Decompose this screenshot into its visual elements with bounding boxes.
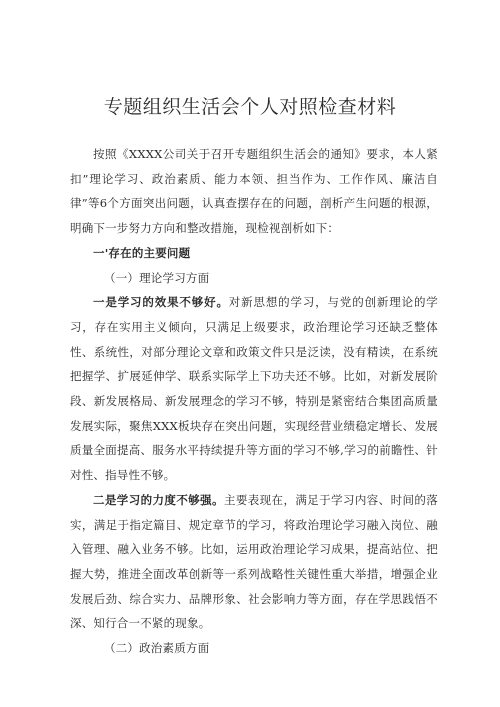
document-title: 专题组织生活会个人对照检查材料 <box>103 96 397 118</box>
paragraph-lead-study-intensity: 二是学习的力度不够强。 <box>93 492 224 507</box>
subsection-heading-theory-study: （一）理论学习方面 <box>104 270 210 285</box>
paragraph-lead-study-effect: 一是学习的效果不够好。 <box>93 295 229 310</box>
paragraph-text-study-effect: 对新思想的学习，与党的创新理论的学习，存在实用主义倾向，只满足上级要求，政治理论学习还缺乏整体性、系统性，对部分理论文章和政策文件只是泛读，没有精读，在系统把握学、扩展延伸学、联系实际学上下功夫还不够。比如，对新发展阶段、新发展格局、新发展理念的学习不够，特别是紧密结合集团高质量发展实际，聚焦XXX板块存在突出问题，实现经营业绩稳定增长、发展质量全面提高、服务水平持续提升等方面的学习不够,学习的前瞻性、针对性、指导性不够。 <box>70 295 439 483</box>
subsection-heading-political-quality: （二）政治素质方面 <box>104 641 210 656</box>
paragraph-study-effect <box>70 290 438 488</box>
paragraph-text-study-intensity: 主要表现在，满足于学习内容、时间的落实，满足于指定篇目、规定章节的学习，将政治理论学习融入岗位、融入管理、融入业务不够。比如，运用政治理论学习成果，提高站位、把握大势，推进全面改革创新等一系列战略性关键性重大举措，增强企业发展后劲、综合实力、品牌形象、社会影响力等方面，存在学思践悟不深、知行合一不紧的现象。 <box>70 492 438 631</box>
section-heading-main-problems: 一'存在的主要问题 <box>93 245 191 260</box>
intro-paragraph: 按照《XXXX公司关于召开专题组织生活会的通知》要求，本人紧扣”理论学习、政治素质、能力本领、担当作为、工作作风、廉洁自律”等6个方面突出问题，认真查摆存在的问题，剖析产生问题的根源，明确下一步努力方向和整改措施，现检视剖析如下： <box>70 147 438 236</box>
paragraph-study-intensity <box>70 488 438 636</box>
document-body <box>70 142 438 661</box>
